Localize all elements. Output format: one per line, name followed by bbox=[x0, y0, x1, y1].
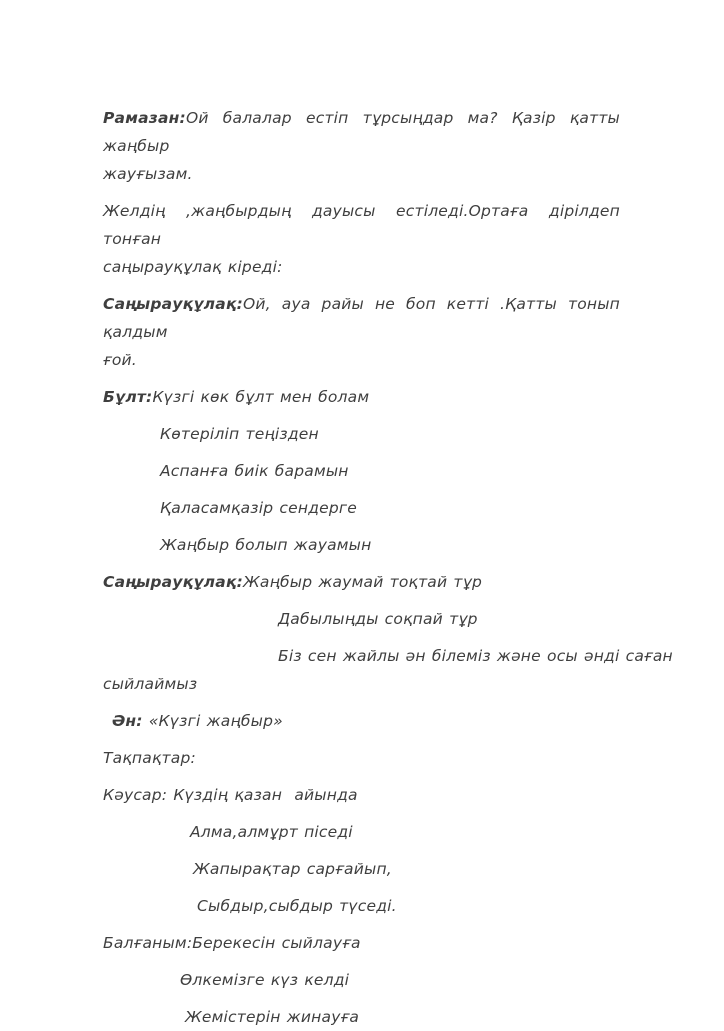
text-line bbox=[103, 346, 620, 374]
line-text: Тақпақтар: bbox=[103, 749, 196, 767]
line-text: саңырауқұлақ кіреді: bbox=[103, 258, 283, 276]
speaker-label: Саңырауқұлақ: bbox=[103, 573, 243, 591]
text-line bbox=[103, 531, 620, 559]
line-text: Күзгі көк бұлт мен болам bbox=[152, 388, 370, 406]
text-line bbox=[103, 642, 673, 670]
line-text: Желдің ,жаңбырдың дауысы естіледі.Ортаға дірілдеп тонған bbox=[103, 202, 620, 248]
text-line bbox=[103, 670, 620, 698]
text-line bbox=[103, 855, 620, 883]
line-text: Жаңбыр жаумай тоқтай тұр bbox=[242, 573, 483, 591]
speaker-label: Саңырауқұлақ: bbox=[103, 295, 243, 313]
line-text: «Күзгі жаңбыр» bbox=[142, 712, 283, 730]
line-text: Жапырақтар сарғайып, bbox=[193, 860, 392, 878]
line-text: Қаласамқазір сендерге bbox=[160, 499, 357, 517]
line-text: Жаңбыр болып жауамын bbox=[160, 536, 372, 554]
line-text: Біз сен жайлы ән білеміз және осы әнді саған bbox=[278, 647, 673, 665]
line-text: Көтеріліп теңізден bbox=[160, 425, 319, 443]
line-text: Кәусар: Күздің қазан айында bbox=[103, 786, 358, 804]
line-text: Алма,алмұрт піседі bbox=[190, 823, 353, 841]
line-text: Ой балалар естіп тұрсыңдар ма? Қазір қатты жаңбыр bbox=[103, 109, 620, 155]
text-line bbox=[103, 966, 620, 994]
line-text: Өлкемізге күз келді bbox=[180, 971, 350, 989]
speaker-label: Бұлт: bbox=[103, 388, 153, 406]
text-line bbox=[103, 197, 620, 253]
line-text: Балғаным:Берекесін сыйлауға bbox=[103, 934, 361, 952]
text-line bbox=[103, 104, 620, 160]
text-line bbox=[103, 494, 620, 522]
text-line bbox=[103, 383, 620, 411]
line-text: Жемістерін жинауға bbox=[185, 1008, 360, 1026]
text-line bbox=[103, 160, 620, 188]
line-text: ғой. bbox=[103, 351, 137, 369]
text-line bbox=[103, 892, 620, 920]
speaker-label: Ән: bbox=[112, 712, 143, 730]
text-line bbox=[103, 781, 620, 809]
line-text: Дабылыңды соқпай тұр bbox=[278, 610, 478, 628]
line-text: сыйлаймыз bbox=[103, 675, 198, 693]
line-text: Сыбдыр,сыбдыр түседі. bbox=[197, 897, 397, 915]
text-line bbox=[103, 457, 620, 485]
text-line bbox=[103, 1003, 620, 1031]
text-line bbox=[103, 253, 620, 281]
line-text: Аспанға биік барамын bbox=[160, 462, 349, 480]
line-text: Ой, ауа райы не боп кетті .Қатты тонып қалдым bbox=[103, 295, 620, 341]
speaker-label: Рамазан: bbox=[103, 109, 186, 127]
text-line bbox=[103, 744, 620, 772]
text-line bbox=[103, 420, 620, 448]
text-line bbox=[103, 568, 620, 596]
text-line bbox=[103, 818, 620, 846]
line-text: жауғызам. bbox=[103, 165, 193, 183]
text-line bbox=[103, 929, 620, 957]
text-line bbox=[103, 290, 620, 346]
text-line bbox=[103, 707, 620, 735]
text-line bbox=[103, 605, 620, 633]
